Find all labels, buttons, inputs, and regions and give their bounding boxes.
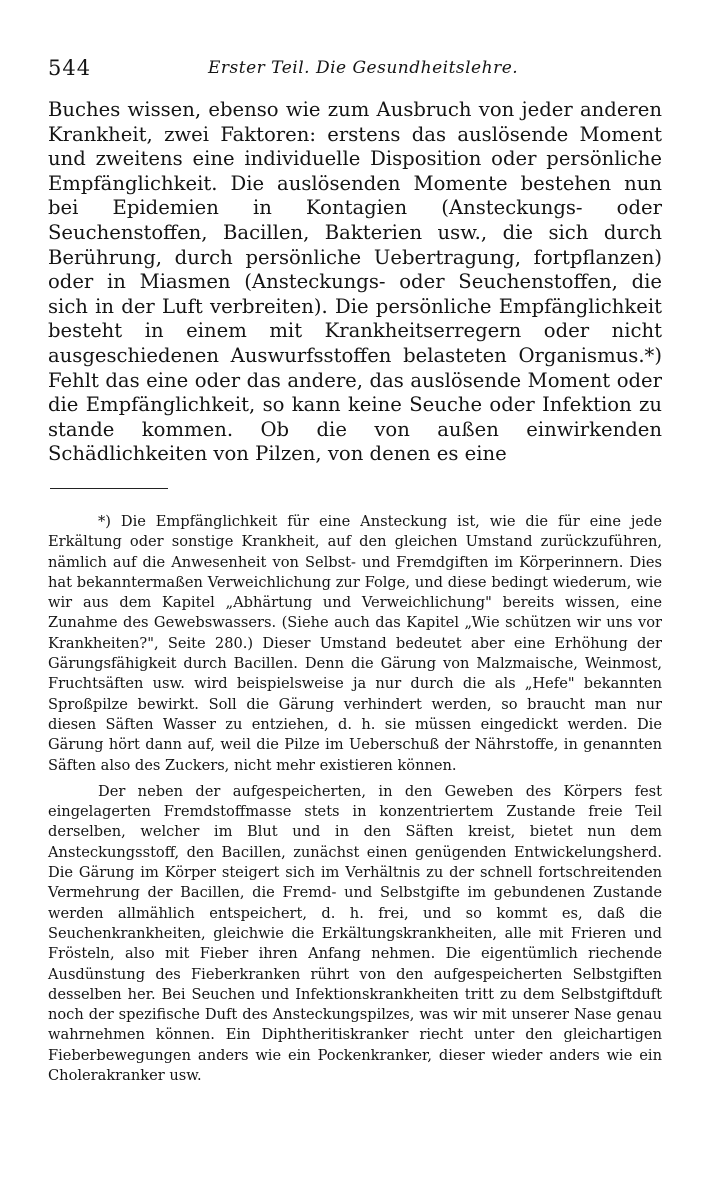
running-head: Erster Teil. Die Gesundheitslehre.: [208, 58, 519, 78]
footnotes: [48, 512, 662, 1086]
page-number: 544: [48, 56, 92, 80]
page-header: [48, 56, 660, 86]
footnote-paragraph: *) Die Empfänglichkeit für eine Ansteckung ist, wie die für eine jede Erkältung oder sonstige Krankheit, auf den gleichen Umstand zurückzuführen, nämlich auf die Anwesenheit von Selbst- und Fremdgiften im Körperinnern. Dies hat bekanntermaßen Verweichlichung zur Folge, und diese bedingt wiederum, wie wir aus dem Kapitel „Abhärtung und Verweichlichung" bereits wissen, eine Zunahme des Gewebswassers. (Siehe auch das Kapitel „Wie schützen wir uns vor Krankheiten?", Seite 280.) Dieser Umstand bedeutet aber eine Erhöhung der Gärungsfähigkeit durch Bacillen. Denn die Gärung von Malzmaische, Weinmost, Fruchtsäften usw. wird beispielsweise ja nur durch die als „Hefe" bekannten Sproßpilze bewirkt. Soll die Gärung verhindert werden, so braucht man nur diesen Säften Wasser zu entziehen, d. h. sie müssen eingedickt werden. Die Gärung hört dann auf, weil die Pilze im Ueberschuß der Nährstoffe, in genannten Säften also des Zuckers, nicht mehr existieren können.: [48, 513, 662, 774]
footnote-paragraph: Der neben der aufgespeicherten, in den Geweben des Körpers fest eingelagerten Fremdstoffmasse stets in konzentriertem Zustande freie Teil derselben, welcher im Blut und in den Säften kreist, bietet nun dem Ansteckungsstoff, den Bacillen, zunächst einen genügenden Entwickelungsherd. Die Gärung im Körper steigert sich im Verhältnis zu der schnell fortschreitenden Vermehrung der Bacillen, die Fremd- und Selbstgifte im gebundenen Zustande werden allmählich entspeichert, d. h. frei, und so kommt es, daß die Seuchenkrankheiten, gleichwie die Erkältungskrankheiten, alle mit Frieren und Frösteln, also mit Fieber ihren Anfang nehmen. Die eigentümlich riechende Ausdünstung des Fieberkranken rührt von den aufgespeicherten Selbstgiften desselben her. Bei Seuchen und Infektionskrankheiten tritt zu dem Selbstgiftduft noch der spezifische Duft des Ansteckungspilzes, was wir mit unserer Nase genau wahrnehmen können. Ein Diphtheritiskranker riecht unter den gleichartigen Fieberbewegungen anders wie ein Pockenkranker, dieser wieder anders wie ein Cholerakranker usw.: [48, 782, 662, 1085]
footnote-separator: [50, 488, 168, 489]
body-paragraph: Buches wissen, ebenso wie zum Ausbruch von jeder anderen Krankheit, zwei Faktoren: erstens das auslösende Moment und zweitens eine individuelle Disposition oder persönliche Empfänglichkeit. Die auslösenden Momente bestehen nun bei Epidemien in Kontagien (Ansteckungs- oder Seuchenstoffen, Bacillen, Bakterien usw., die sich durch Berührung, durch persönliche Uebertragung, fortpflanzen) oder in Miasmen (Ansteckungs- oder Seuchenstoffen, die sich in der Luft verbreiten). Die persönliche Empfänglichkeit besteht in einem mit Krankheitserregern oder nicht ausgeschiedenen Auswurfsstoffen belasteten Organismus.*) Fehlt das eine oder das andere, das auslösende Moment oder die Empfänglichkeit, so kann keine Seuche oder Infektion zu stande kommen. Ob die von außen einwirkenden Schädlichkeiten von Pilzen, von denen es eine: [48, 98, 662, 466]
